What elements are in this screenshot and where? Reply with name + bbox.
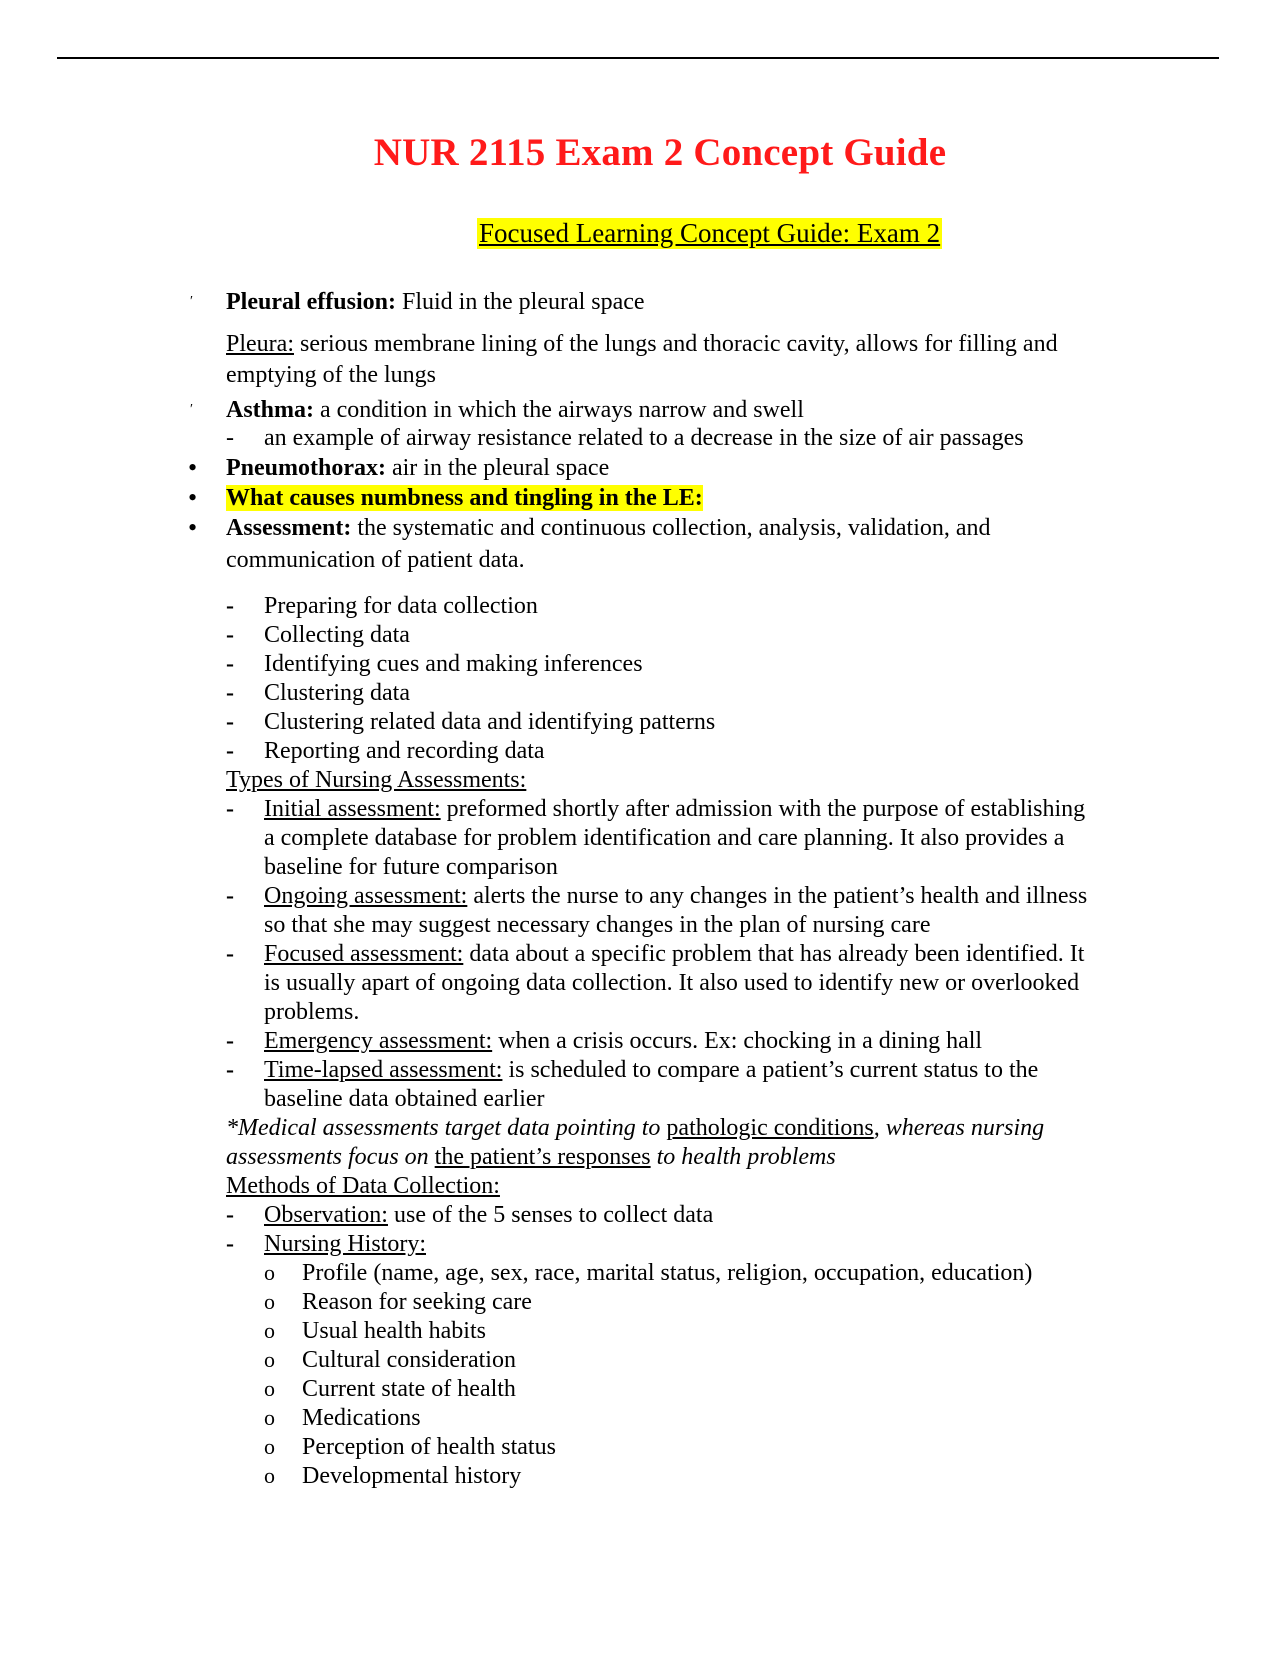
circle-bullet: o [264, 1376, 275, 1401]
term: Assessment: [226, 515, 352, 541]
page-title: NUR 2115 Exam 2 Concept Guide [373, 131, 947, 174]
dash-bullet: - [226, 709, 234, 735]
dash-bullet: - [226, 941, 234, 967]
circle-bullet: o [264, 1260, 275, 1285]
history-item: Reason for seeking care [302, 1289, 532, 1315]
dot-bullet: • [188, 483, 198, 512]
pleura-definition-cont: emptying of the lungs [226, 362, 436, 388]
term: Emergency assessment: [264, 1028, 493, 1054]
medical-vs-nursing-note: *Medical assessments target data pointing to pathologic conditions, whereas nursing [226, 1115, 1045, 1141]
dash-bullet: - [226, 883, 234, 909]
dash-bullet: - [226, 1231, 234, 1257]
step-item: Reporting and recording data [264, 738, 545, 764]
dash-bullet: - [226, 622, 234, 648]
history-item: Perception of health status [302, 1434, 556, 1460]
time-lapsed-assessment: Time-lapsed assessment: is scheduled to compare a patient’s current status to the [264, 1057, 1039, 1083]
history-item: Usual health habits [302, 1318, 486, 1344]
circle-bullet: o [264, 1318, 275, 1343]
tick-bullet: ′ [190, 294, 194, 309]
dash-bullet: - [226, 1028, 234, 1054]
focused-assessment: Focused assessment: data about a specific problem that has already been identified. It [264, 941, 1085, 967]
history-item: Current state of health [302, 1376, 516, 1402]
initial-assessment: Initial assessment: preformed shortly after admission with the purpose of establishing [264, 796, 1086, 822]
observation-method: Observation: use of the 5 senses to collect data [264, 1202, 714, 1228]
step-item: Identifying cues and making inferences [264, 651, 643, 677]
circle-bullet: o [264, 1463, 275, 1488]
focused-assessment-cont: problems. [264, 999, 360, 1025]
dash-bullet: - [226, 796, 234, 822]
dash-bullet: - [226, 651, 234, 677]
circle-bullet: o [264, 1434, 275, 1459]
dash-bullet: - [226, 593, 234, 619]
term: Observation: [264, 1202, 388, 1228]
dash-bullet: - [226, 738, 234, 764]
assessment-item-cont: communication of patient data. [226, 547, 525, 573]
term: Focused assessment: [264, 941, 464, 967]
top-rule [57, 57, 1219, 59]
pneumothorax-item: Pneumothorax: air in the pleural space [226, 455, 610, 481]
term: Asthma: [226, 397, 314, 423]
medical-vs-nursing-note-cont: assessments focus on the patient’s responses to health problems [226, 1144, 836, 1170]
asthma-item: Asthma: a condition in which the airways narrow and swell [226, 397, 804, 423]
nursing-history-heading: Nursing History: [264, 1231, 426, 1257]
initial-assessment-cont: a complete database for problem identification and care planning. It also provides a [264, 825, 1065, 851]
term: Initial assessment: [264, 796, 441, 822]
history-item: Cultural consideration [302, 1347, 516, 1373]
highlighted-question: What causes numbness and tingling in the LE: [226, 485, 703, 511]
dot-bullet: • [188, 453, 198, 482]
term: Pleural effusion: [226, 289, 396, 315]
ongoing-assessment: Ongoing assessment: alerts the nurse to any changes in the patient’s health and illness [264, 883, 1088, 909]
term: Ongoing assessment: [264, 883, 468, 909]
step-item: Clustering related data and identifying patterns [264, 709, 716, 735]
methods-heading: Methods of Data Collection: [226, 1173, 500, 1199]
pleura-definition: Pleura: serious membrane lining of the lungs and thoracic cavity, allows for filling and [226, 331, 1058, 357]
circle-bullet: o [264, 1347, 275, 1372]
ongoing-assessment-cont: so that she may suggest necessary changes in the plan of nursing care [264, 912, 931, 938]
step-item: Preparing for data collection [264, 593, 538, 619]
focused-assessment-cont: is usually apart of ongoing data collection. It also used to identify new or overlooked [264, 970, 1080, 996]
dash-bullet: - [226, 1057, 234, 1083]
circle-bullet: o [264, 1289, 275, 1314]
time-lapsed-assessment-cont: baseline data obtained earlier [264, 1086, 545, 1112]
dot-bullet: • [188, 513, 198, 542]
pleural-effusion-item: Pleural effusion: Fluid in the pleural space [226, 289, 645, 315]
emergency-assessment: Emergency assessment: when a crisis occurs. Ex: chocking in a dining hall [264, 1028, 983, 1054]
dash-bullet: - [226, 680, 234, 706]
history-item: Developmental history [302, 1463, 522, 1489]
step-item: Collecting data [264, 622, 410, 648]
term: Pleura: [226, 331, 294, 357]
history-item: Medications [302, 1405, 421, 1431]
step-item: Clustering data [264, 680, 410, 706]
page-subtitle: Focused Learning Concept Guide: Exam 2 [479, 218, 941, 248]
tick-bullet: ′ [190, 402, 194, 417]
circle-bullet: o [264, 1405, 275, 1430]
types-heading: Types of Nursing Assessments: [226, 767, 527, 793]
dash-bullet: - [226, 1202, 234, 1228]
numbness-item [226, 484, 703, 512]
history-item: Profile (name, age, sex, race, marital status, religion, occupation, education) [302, 1260, 1033, 1286]
initial-assessment-cont: baseline for future comparison [264, 854, 558, 880]
dash-bullet: - [226, 425, 234, 451]
asthma-subitem: an example of airway resistance related to a decrease in the size of air passages [264, 425, 1024, 451]
term: Time-lapsed assessment: [264, 1057, 503, 1083]
assessment-item: Assessment: the systematic and continuous collection, analysis, validation, and [226, 515, 991, 541]
term: Pneumothorax: [226, 455, 386, 481]
